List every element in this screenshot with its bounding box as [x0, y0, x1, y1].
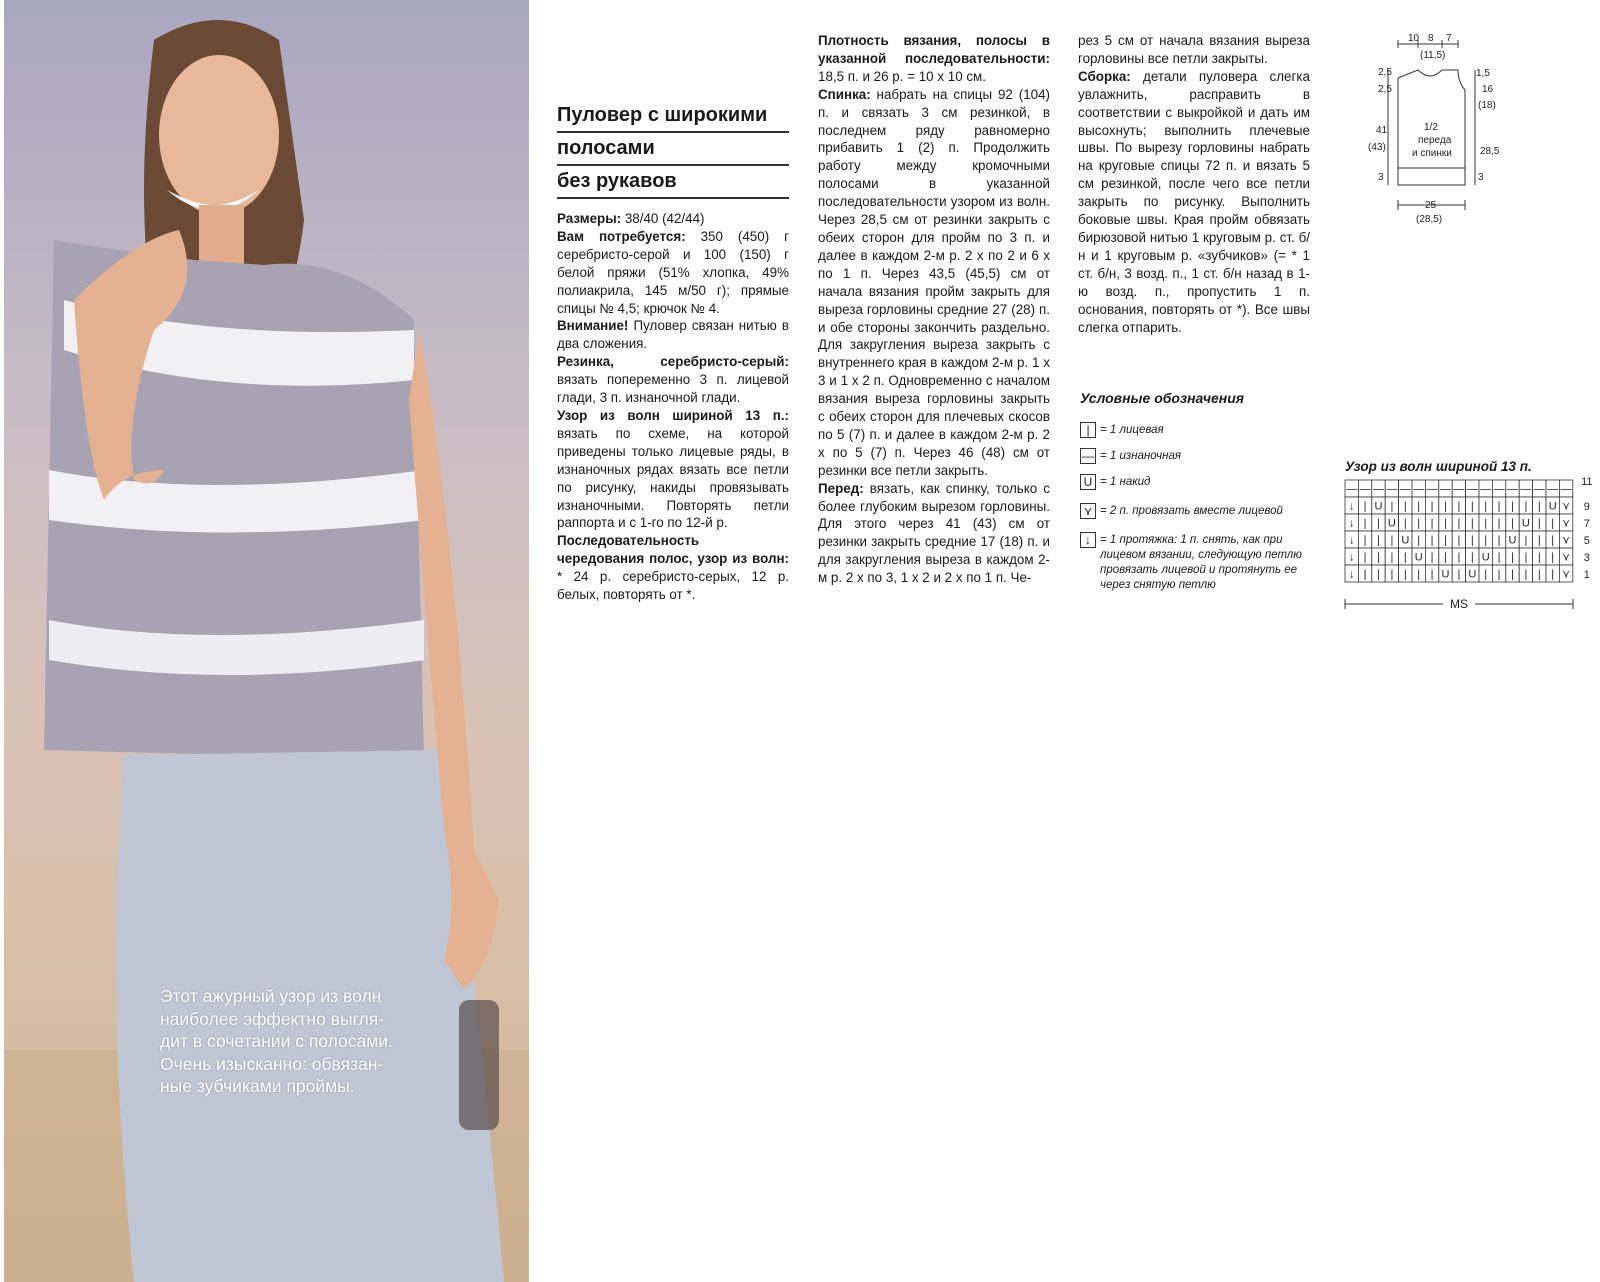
article-title [557, 100, 789, 199]
chart-symbol: | [1484, 534, 1488, 547]
model-photo [4, 0, 529, 1282]
caption-line: ные зубчиками проймы. [160, 1076, 355, 1096]
dim-top-alt: (11,5) [1420, 50, 1446, 61]
knit-two-together-icon: ⋎ [1080, 503, 1096, 519]
chart-symbol: | [1403, 500, 1407, 513]
chart-symbol: | [1444, 517, 1447, 530]
paragraph-text: 38/40 (42/44) [621, 211, 705, 226]
paragraph-heading: Узор из волн шириной 13 п.: [557, 407, 789, 423]
legend-item [1080, 422, 1320, 440]
chart-symbol: — [1493, 483, 1505, 496]
chart-symbol: | [1470, 517, 1474, 530]
photo-caption [160, 985, 450, 1098]
chart-symbol: U [1468, 568, 1477, 581]
chart-symbol: | [1497, 534, 1501, 547]
chart-symbol: — [1440, 483, 1451, 496]
paragraph-text: вязать, как спинку, только с более глубоким вырезом горловины. Для этого через 41 (43) см от резинки закрыть средние 17 (18) п. и для закругления выреза в каждом 2-м р. 2 х по 3, 1 х 2 и 2 х по 1 п. Че- [818, 480, 1050, 586]
legend-item [1080, 503, 1320, 521]
stitch-chart [1345, 476, 1595, 620]
chart-symbol: | [1430, 551, 1434, 564]
dim-top-3: 7 [1446, 33, 1452, 44]
schematic-label: 1/2 [1424, 122, 1438, 133]
chart-symbol: | [1470, 551, 1474, 564]
chart-symbol: | [1497, 500, 1501, 513]
paragraph-heading: Плотность вязания, полосы в указанной последовательности: [818, 33, 1050, 66]
chart-symbol: — [1547, 483, 1559, 496]
chart-symbol: ↓ [1348, 517, 1355, 530]
legend-text: = 1 накид [1100, 476, 1151, 488]
paragraph-text: 350 (450) г серебристо-серой и 100 (150) г белой пряжи (51% хлопка, 49% полиакрила, 145 м/50 г); прямые спицы № 4,5; крючок № 4. [557, 228, 789, 316]
caption-line: наиболее эффектно выгля- [160, 1008, 385, 1029]
paragraph [557, 317, 789, 353]
chart-symbol: | [1377, 517, 1380, 530]
chart-symbol: | [1457, 568, 1461, 581]
purl-stitch-icon: — [1082, 449, 1094, 463]
legend-title: Условные обозначения [1080, 390, 1245, 406]
chart-symbol: | [1417, 534, 1421, 547]
paragraph [557, 353, 789, 407]
chart-symbol: ⋎ [1562, 534, 1571, 547]
chart-symbol: ↓ [1348, 534, 1355, 547]
chart-symbol: | [1551, 517, 1555, 530]
paragraph [1078, 32, 1310, 68]
chart-symbol: — [1426, 483, 1438, 496]
row-number: 1 [1583, 569, 1590, 581]
paragraph-text: 18,5 п. и 26 р. = 10 х 10 см. [818, 68, 986, 84]
paragraph-text: Пуловер связан нитью в два сложения. [557, 318, 789, 352]
caption-line: Очень изысканно: обвязан- [160, 1053, 384, 1074]
chart-symbol: | [1457, 551, 1461, 564]
chart-symbol: | [1484, 517, 1488, 530]
paragraph-heading: Последовательность чередования полос, узор из волн: [557, 533, 789, 567]
dim-right-arm: 16 [1482, 84, 1494, 95]
yarn-over-icon: U [1080, 474, 1096, 490]
paragraph-text: вязать попеременно 3 п. лицевой глади, 3 п. изнаночной глади. [557, 372, 789, 406]
chart-symbol: | [1524, 534, 1528, 547]
chart-symbol: — [1480, 483, 1492, 496]
row-numbers [1581, 476, 1592, 581]
chart-symbol: | [1470, 500, 1474, 513]
paragraph [818, 32, 1050, 86]
dim-right-h: 28,5 [1480, 146, 1500, 157]
paragraph-heading: Вам потребуется: [557, 228, 686, 244]
chart-symbol: | [1497, 568, 1501, 581]
chart-symbol: — [1560, 483, 1572, 496]
row-number: 3 [1583, 552, 1590, 564]
chart-symbol: — [1453, 483, 1465, 496]
chart-symbol: U [1401, 534, 1410, 547]
row-number: 11 [1581, 476, 1593, 488]
title-line: без рукавов [557, 166, 789, 199]
chart-symbol: | [1484, 568, 1488, 581]
chart-symbol: — [1466, 483, 1478, 496]
chart-symbol: | [1537, 551, 1541, 564]
paragraph-heading: Резинка, серебристо-серый: [557, 354, 789, 370]
chart-symbol: | [1377, 534, 1380, 547]
dim-top-1: 10 [1408, 33, 1420, 44]
dim-left-a: 2,5 [1378, 67, 1392, 78]
dim-left-rib: 3 [1378, 172, 1384, 183]
chart-symbol: | [1444, 534, 1447, 547]
chart-symbol: | [1363, 534, 1367, 547]
chart-symbol: | [1430, 534, 1434, 547]
dim-right-arm-alt: (18) [1478, 100, 1496, 111]
chart-symbol: | [1511, 568, 1514, 581]
chart-symbol: U [1414, 551, 1423, 564]
legend-text: = 1 изнаночная [1100, 450, 1181, 462]
text-column-2 [818, 32, 1050, 587]
dim-bottom: 25 [1425, 200, 1437, 211]
text-column-1 [557, 210, 789, 604]
chart-symbol: — [1533, 483, 1545, 496]
dim-right-rib: 3 [1478, 172, 1484, 183]
paragraph [557, 228, 789, 318]
chart-symbol: U [1481, 551, 1490, 564]
row-number: 5 [1583, 535, 1590, 547]
chart-symbol: | [1363, 517, 1367, 530]
chart-symbol: U [1521, 517, 1530, 530]
chart-symbol: | [1363, 568, 1367, 581]
chart-symbol: | [1377, 568, 1380, 581]
text-column-3 [1078, 32, 1310, 336]
dim-right-shoulder: 1,5 [1476, 68, 1490, 79]
chart-symbol: | [1390, 551, 1394, 564]
paragraph [818, 86, 1050, 480]
knit-stitch-icon: | [1080, 422, 1096, 438]
chart-symbol: ⋎ [1562, 517, 1571, 530]
chart-symbol: | [1537, 517, 1541, 530]
chart-symbol: | [1497, 517, 1501, 530]
chart-symbol: ⋎ [1562, 500, 1571, 513]
chart-symbol: — [1399, 483, 1411, 496]
row-number: 7 [1583, 518, 1590, 530]
chart-symbol: | [1537, 534, 1541, 547]
chart-title: Узор из волн шириной 13 п. [1345, 459, 1532, 474]
paragraph-heading: Размеры: [557, 211, 622, 226]
chart-symbol: U [1508, 534, 1517, 547]
paragraph-text: вязать по схеме, на которой приведены только лицевые ряды, в изнаночных рядах вязать все петли по рисунку, накиды провязывать изнаночными. Повторять петли раппорта и с 1-го по 12-й р. [557, 425, 789, 531]
legend-item [1080, 448, 1320, 466]
chart-symbol: | [1497, 551, 1501, 564]
schematic-label: и спинки [1412, 148, 1452, 159]
legend-item [1080, 474, 1320, 492]
chart-symbol: ⋎ [1562, 551, 1571, 564]
chart-symbol: | [1551, 551, 1555, 564]
chart-symbol: | [1390, 568, 1394, 581]
chart-symbol: | [1551, 534, 1555, 547]
chart-symbol: — [1373, 483, 1384, 496]
chart-symbol: | [1511, 551, 1514, 564]
chart-symbol: | [1457, 500, 1461, 513]
chart-symbol: | [1524, 551, 1528, 564]
paragraph-heading: Сборка: [1078, 68, 1131, 84]
dim-bottom-alt: (28,5) [1416, 214, 1443, 225]
title-line: Пуловер с широкими [557, 100, 789, 133]
chart-symbol: | [1430, 568, 1434, 581]
dim-left-h-alt: (43) [1368, 142, 1386, 153]
paragraph-text: рез 5 см от начала вязания выреза горловины все петли закрыты. [1078, 33, 1310, 66]
dim-top-2: 8 [1428, 33, 1434, 44]
row-number: 9 [1583, 501, 1590, 513]
schematic-label: переда [1418, 135, 1452, 146]
chart-symbol: | [1363, 551, 1367, 564]
paragraph-text: набрать на спицы 92 (104) п. и связать 3 см резинкой, в последнем ряду равномерно прибавить 1 (2) п. Продолжить работу между кромочными полосами в указанной последовательности узором из волн. Через 28,5 см от резинки закрыть с обеих сторон для пройм по 3 п. и далее в каждом 2-м р. 2 х по 2 и 6 х по 1 п. Через 43,5 (45,5) см от начала вязания пройм закрыть для выреза горловины средние 27 (28) п. и обе стороны закончить раздельно. Для закругления выреза закрыть с внутреннего края в каждом 2-м р. 1 х 3 и 1 х 2 п. Одновременно с началом вязания выреза горловины закрыть с обеих сторон для плечевых скосов по 5 (7) п. и далее в каждом 2-м р. 2 х по 5 (7) п. Через 46 (48) см от резинки все петли закрыть. [818, 86, 1050, 478]
legend-text: = 1 протяжка: 1 п. снять, как при лицевом вязании, следующую петлю провязать лицевой и протянуть ее через снятую петлю [1100, 534, 1302, 591]
chart-symbol: | [1457, 517, 1461, 530]
paragraph [557, 407, 789, 532]
paragraph-heading: Перед: [818, 480, 864, 496]
chart-symbol: U [1374, 500, 1383, 513]
paragraph [818, 480, 1050, 587]
paragraph-heading: Внимание! [557, 318, 629, 334]
chart-symbol: U [1548, 500, 1557, 513]
chart-symbol: | [1430, 517, 1434, 530]
chart-symbol: | [1430, 500, 1434, 513]
legend-text: = 2 п. провязать вместе лицевой [1100, 505, 1283, 517]
title-line: полосами [557, 133, 789, 166]
legend-text: = 1 лицевая [1100, 424, 1164, 436]
chart-symbol: ↓ [1348, 500, 1355, 513]
chart-symbol: | [1537, 500, 1541, 513]
chart-symbol: | [1417, 517, 1421, 530]
chart-symbol: | [1470, 534, 1474, 547]
chart-symbol: U [1387, 517, 1396, 530]
chart-symbol: ⋎ [1562, 568, 1571, 581]
chart-symbol: | [1524, 500, 1528, 513]
chart-symbol: — [1413, 483, 1425, 496]
caption-line: Этот ажурный узор из волн [160, 986, 382, 1006]
chart-symbol: | [1390, 500, 1394, 513]
chart-symbol: | [1444, 551, 1447, 564]
chart-symbol: — [1520, 483, 1532, 496]
chart-symbol: | [1403, 551, 1407, 564]
chart-symbol: — [1359, 483, 1371, 496]
caption-line: дит в сочетании с полосами. [160, 1031, 393, 1051]
chart-symbol: | [1511, 517, 1514, 530]
chart-symbol: — [1507, 483, 1518, 496]
chart-symbol: | [1444, 500, 1447, 513]
paragraph-text: * 24 р. серебристо-серых, 12 р. белых, повторять от *. [557, 569, 789, 603]
paragraph [557, 532, 789, 604]
chart-symbol: | [1390, 534, 1394, 547]
chart-symbol: — [1386, 483, 1398, 496]
chart-symbol: | [1417, 568, 1421, 581]
chart-symbol: | [1403, 568, 1407, 581]
chart-symbol: | [1484, 500, 1488, 513]
legend-item [1080, 532, 1320, 592]
paragraph-heading: Спинка: [818, 86, 871, 102]
paragraph [557, 210, 789, 228]
chart-symbol: | [1417, 500, 1421, 513]
chart-symbol: ↓ [1348, 551, 1355, 564]
garment-schematic [1368, 30, 1530, 230]
chart-symbol: | [1457, 534, 1461, 547]
chart-symbol: | [1403, 517, 1407, 530]
chart-symbol: | [1377, 551, 1380, 564]
dim-left-h: 41 [1376, 125, 1388, 136]
chart-symbol: U [1441, 568, 1450, 581]
chart-grid [1345, 480, 1573, 582]
paragraph [1078, 68, 1310, 337]
slip-pass-icon: ↓ [1080, 532, 1096, 548]
chart-symbol: | [1524, 568, 1528, 581]
chart-symbol: | [1551, 568, 1555, 581]
chart-symbol: | [1511, 500, 1514, 513]
chart-symbol: | [1363, 500, 1367, 513]
dim-left-b: 2,5 [1378, 84, 1392, 95]
paragraph-text: детали пуловера слегка увлажнить, расправить в соответствии с выкройкой и дать им высохнуть; выполнить плечевые швы. По вырезу горловины набрать на круговые спицы 72 п. и вязать 5 см резинкой, после чего все петли закрыть по рисунку. Выполнить боковые швы. Края пройм обвязать бирюзовой нитью 1 круговым р. ст. б/н и 1 круговым р. «зубчиков» (= * 1 ст. б/н, 3 возд. п., 1 ст. б/н назад в 1-ю возд. п., пропустить 1 п. основания, повторять от *). Все швы слегка отпарить. [1078, 68, 1310, 335]
ms-label: MS [1450, 597, 1468, 611]
chart-symbol: — [1346, 483, 1358, 496]
chart-symbol: ↓ [1348, 568, 1355, 581]
chart-symbol: | [1537, 568, 1541, 581]
